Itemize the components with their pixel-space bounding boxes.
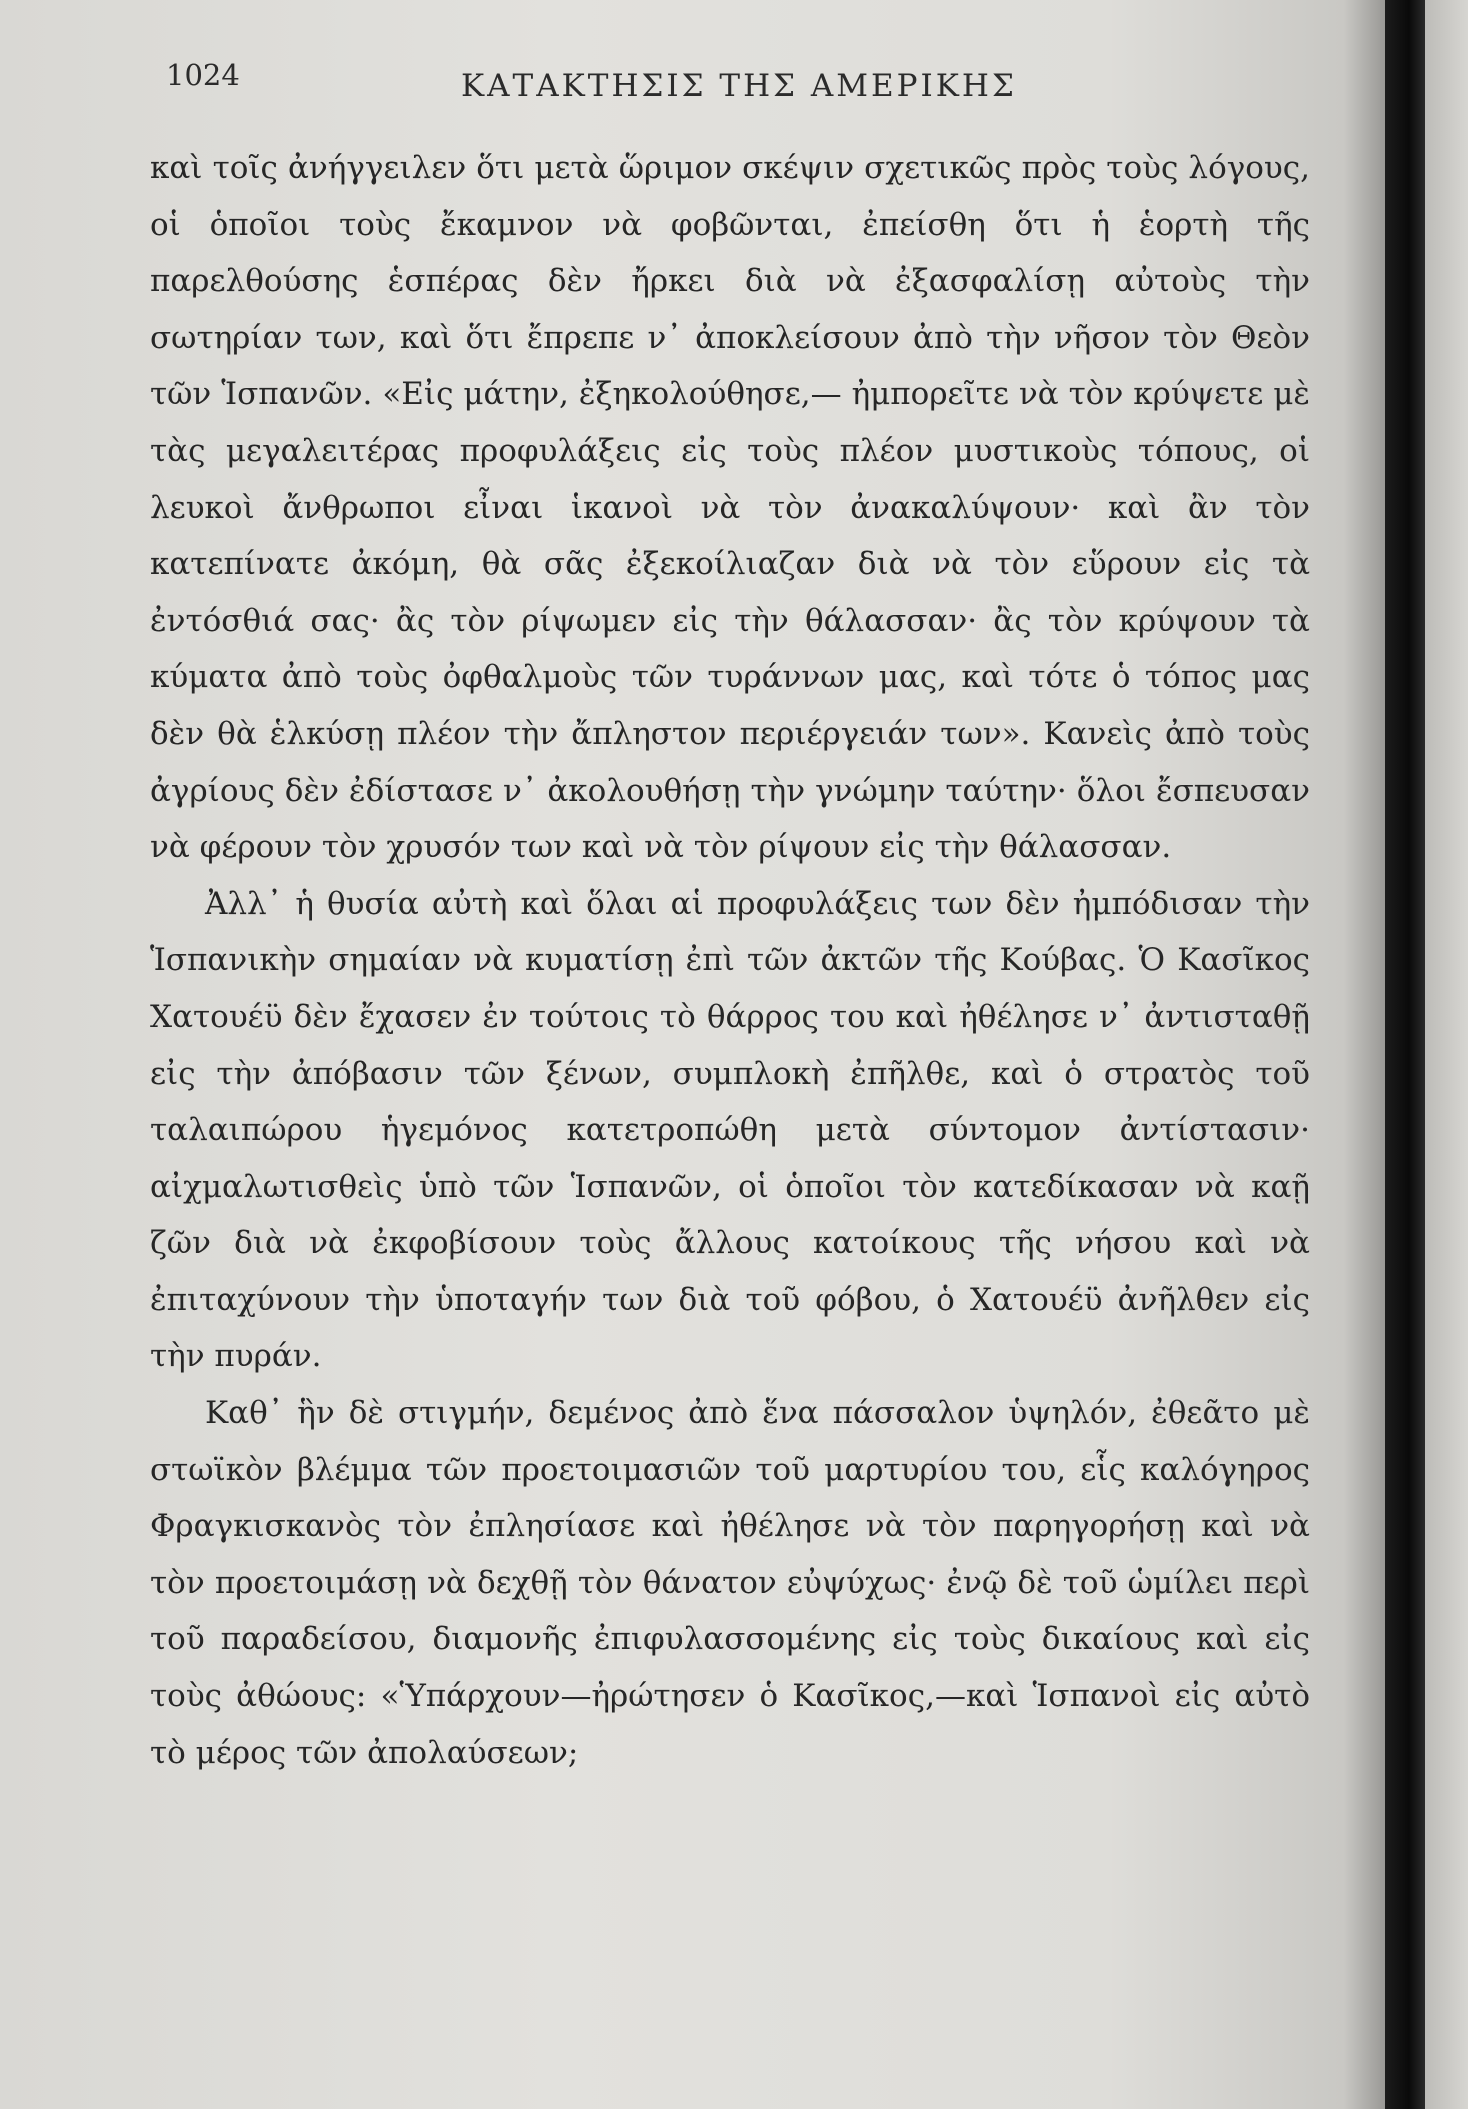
page-header: [166, 58, 1306, 118]
paragraph-1: καὶ τοῖς ἀνήγγειλεν ὅτι μετὰ ὥριμον σκέψιν σχετικῶς πρὸς τοὺς λόγους, οἱ ὁποῖοι τοὺς ἔκαμνον νὰ φοβῶνται, ἐπείσθη ὅτι ἡ ἑορτὴ τῆς παρελθούσης ἑσπέρας δὲν ἤρκει διὰ νὰ ἐξασφαλίσῃ αὐτοὺς τὴν σωτηρίαν των, καὶ ὅτι ἔπρεπε ν᾿ ἀποκλείσουν ἀπὸ τὴν νῆσον τὸν Θεὸν τῶν Ἱσπανῶν. «Εἰς μάτην, ἐξηκολούθησε,— ἠμπορεῖτε νὰ τὸν κρύψετε μὲ τὰς μεγαλειτέρας προφυλάξεις εἰς τοὺς πλέον μυστικοὺς τόπους, οἱ λευκοὶ ἄνθρωποι εἶναι ἱκανοὶ νὰ τὸν ἀνακαλύψουν· καὶ ἂν τὸν κατεπίνατε ἀκόμη, θὰ σᾶς ἐξεκοίλιαζαν διὰ νὰ τὸν εὕρουν εἰς τὰ ἐντόσθιά σας· ἂς τὸν ρίψωμεν εἰς τὴν θάλασσαν· ἂς τὸν κρύψουν τὰ κύματα ἀπὸ τοὺς ὀφθαλμοὺς τῶν τυράννων μας, καὶ τότε ὁ τόπος μας δὲν θὰ ἑλκύσῃ πλέον τὴν ἄπληστον περιέργειάν των». Κανεὶς ἀπὸ τοὺς ἀγρίους δὲν ἐδίστασε ν᾿ ἀκολουθήσῃ τὴν γνώμην ταύτην· ὅλοι ἔσπευσαν νὰ φέρουν τὸν χρυσόν των καὶ νὰ τὸν ρίψουν εἰς τὴν θάλασσαν.: [150, 150, 1310, 866]
page-number: 1024: [166, 58, 240, 92]
body-text: [150, 140, 1310, 1781]
paragraph-3: Καθ᾿ ἣν δὲ στιγμήν, δεμένος ἀπὸ ἕνα πάσσαλον ὑψηλόν, ἐθεᾶτο μὲ στωϊκὸν βλέμμα τῶν προετοιμασιῶν τοῦ μαρτυρίου του, εἷς καλόγηρος Φραγκισκανὸς τὸν ἐπλησίασε καὶ ἠθέλησε νὰ τὸν παρηγορήσῃ καὶ νὰ τὸν προετοιμάσῃ νὰ δεχθῇ τὸν θάνατον εὐψύχως· ἐνῷ δὲ τοῦ ὡμίλει περὶ τοῦ παραδείσου, διαμονῆς ἐπιφυλασσομένης εἰς τοὺς δικαίους καὶ εἰς τοὺς ἀθώους: «Ὑπάρχουν—ἠρώτησεν ὁ Κασῖκος,—καὶ Ἱσπανοὶ εἰς αὐτὸ τὸ μέρος τῶν ἀπολαύσεων;: [150, 1395, 1310, 1771]
paragraph-2: Ἀλλ᾿ ἡ θυσία αὐτὴ καὶ ὅλαι αἱ προφυλάξεις των δὲν ἠμπόδισαν τὴν Ἱσπανικὴν σημαίαν νὰ κυματίσῃ ἐπὶ τῶν ἀκτῶν τῆς Κούβας. Ὁ Κασῖκος Χατουέϋ δὲν ἔχασεν ἐν τούτοις τὸ θάρρος του καὶ ἠθέλησε ν᾿ ἀντισταθῇ εἰς τὴν ἀπόβασιν τῶν ξένων, συμπλοκὴ ἐπῆλθε, καὶ ὁ στρατὸς τοῦ ταλαιπώρου ἡγεμόνος κατετροπώθη μετὰ σύντομον ἀντίστασιν· αἰχμαλωτισθεὶς ὑπὸ τῶν Ἱσπανῶν, οἱ ὁποῖοι τὸν κατεδίκασαν νὰ καῇ ζῶν διὰ νὰ ἐκφοβίσουν τοὺς ἄλλους κατοίκους τῆς νήσου καὶ νὰ ἐπιταχύνουν τὴν ὑποταγήν των διὰ τοῦ φόβου, ὁ Χατουέϋ ἀνῆλθεν εἰς τὴν πυράν.: [150, 885, 1310, 1375]
book-spine-shadow: [1385, 0, 1425, 2109]
adjacent-page-edge: [1425, 0, 1468, 2109]
running-title: ΚΑΤΑΚΤΗΣΙΣ ΤΗΣ ΑΜΕΡΙΚΗΣ: [461, 68, 1017, 104]
